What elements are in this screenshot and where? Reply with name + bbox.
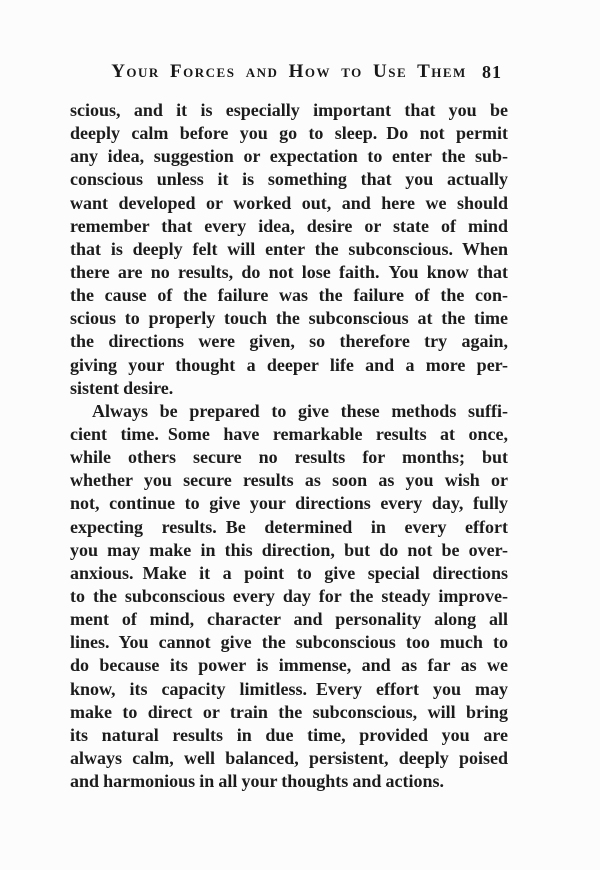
text-line: Always be prepared to give these methods suffi- [92,400,508,421]
text-line: whether you secure results as soon as you wish or [70,470,508,491]
running-head-title: Your Forces and How to Use Them [111,61,467,82]
text-line: the cause of the failure was the failure of the con- [70,285,508,306]
text-line: make to direct or train the subconscious, will bring [70,701,508,722]
text-line: know, its capacity limitless. Every effort you may [70,678,508,699]
text-line: its natural results in due time, provided you are [70,724,508,745]
text-line: sistent desire. [70,377,174,398]
text-line: anxious. Make it a point to give special directions [70,562,508,583]
text-line: remember that every idea, desire or state of mind [70,215,508,236]
text-line: any idea, suggestion or expectation to enter the sub- [70,146,508,167]
text-line: and harmonious in all your thoughts and actions. [70,771,444,792]
text-line: that is deeply felt will enter the subconscious. When [70,238,508,259]
page-number: 81 [482,62,502,82]
text-line: ment of mind, character and personality along all [70,609,508,630]
text-line: scious to properly touch the subconscious at the time [70,308,508,329]
text-line: want developed or worked out, and here we should [70,192,508,213]
text-line: lines. You cannot give the subconscious too much to [70,632,508,653]
text-line: you may make in this direction, but do not be over- [70,539,508,560]
text-line: giving your thought a deeper life and a more per- [70,354,508,375]
text-line: to the subconscious every day for the steady improve- [70,585,508,606]
text-line: while others secure no results for months; but [70,447,508,468]
text-line: there are no results, do not lose faith. You know that [70,261,508,282]
text-line: deeply calm before you go to sleep. Do not permit [70,123,508,144]
text-line: conscious unless it is something that you actually [70,169,508,190]
text-line: expecting results. Be determined in every effort [70,516,508,537]
text-line: the directions were given, so therefore try again, [70,331,508,352]
text-line: always calm, well balanced, persistent, deeply poised [70,747,508,768]
text-line: do because its power is immense, and as far as we [70,655,508,676]
page-header [70,61,508,83]
text-line: not, continue to give your directions every day, fully [70,493,508,514]
text-line: cient time. Some have remarkable results at once, [70,423,508,444]
body-text [70,99,508,793]
text-line: scious, and it is especially important that you be [70,100,508,120]
